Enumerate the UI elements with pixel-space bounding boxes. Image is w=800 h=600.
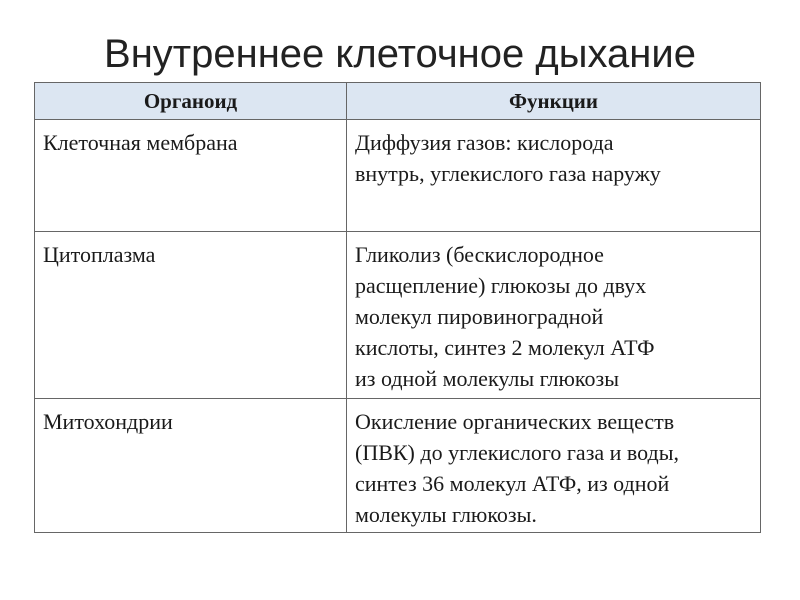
organoid-cell xyxy=(35,232,347,399)
header-organoid: Органоид xyxy=(35,83,347,120)
function-text xyxy=(347,399,760,530)
function-line: синтез 36 молекул АТФ, из одной xyxy=(355,471,670,496)
function-line: Окисление органических веществ xyxy=(355,409,675,434)
organoid-name: Цитоплазма xyxy=(43,242,156,267)
header-functions: Функции xyxy=(347,83,761,120)
organoid-cell xyxy=(35,120,347,232)
organoid-name: Митохондрии xyxy=(43,409,173,434)
function-line: Диффузия газов: кислорода xyxy=(355,130,614,155)
function-text xyxy=(347,232,760,394)
function-cell xyxy=(347,120,761,232)
function-line: из одной молекулы глюкозы xyxy=(355,366,619,391)
function-line: расщепление) глюкозы до двух xyxy=(355,273,647,298)
organoid-cell xyxy=(35,399,347,533)
table-row xyxy=(35,399,761,533)
table-row xyxy=(35,232,761,399)
function-cell xyxy=(347,399,761,533)
function-line: (ПВК) до углекислого газа и воды, xyxy=(355,440,680,465)
organoid-name: Клеточная мембрана xyxy=(43,130,238,155)
function-line: кислоты, синтез 2 молекул АТФ xyxy=(355,335,655,360)
function-text xyxy=(347,120,760,189)
function-line: молекул пировиноградной xyxy=(355,304,604,329)
respiration-table xyxy=(34,82,761,533)
function-cell xyxy=(347,232,761,399)
table-row xyxy=(35,120,761,232)
function-line: молекулы глюкозы. xyxy=(355,502,537,527)
table-header-row xyxy=(35,83,761,120)
function-line: Гликолиз (бескислородное xyxy=(355,242,604,267)
function-line: внутрь, углекислого газа наружу xyxy=(355,161,661,186)
slide-title: Внутреннее клеточное дыхание xyxy=(104,32,696,76)
